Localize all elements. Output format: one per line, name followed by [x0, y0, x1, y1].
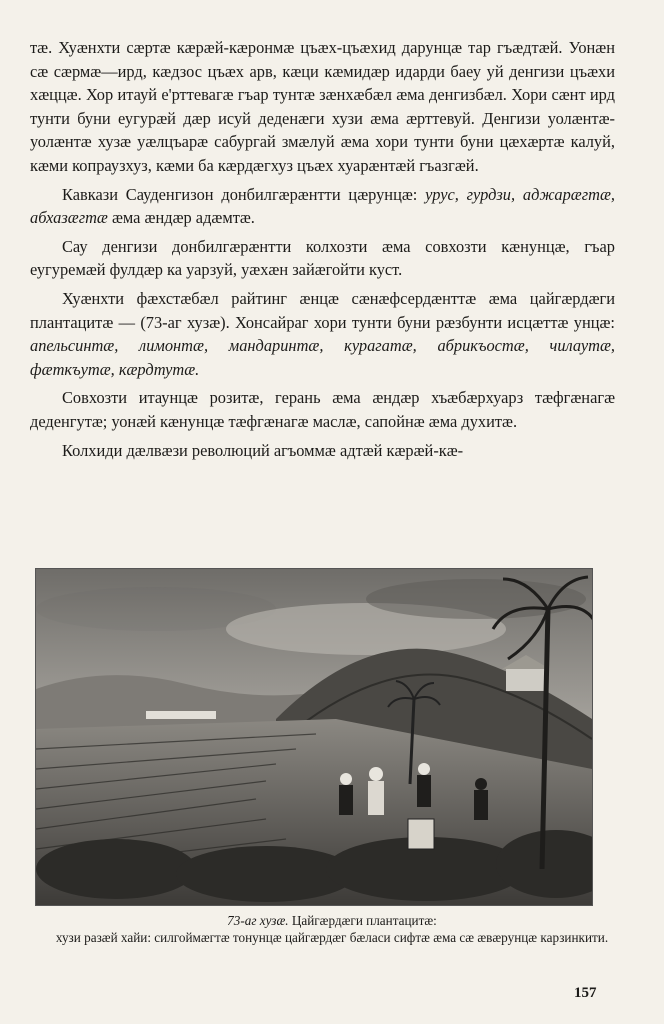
text-segment: Совхозти итаунцæ розитæ, герань æма æндæр хъæбæрхуарз тæфгæнагæ деденгутæ; уонæй кæнунцæ тæфгæнагæ маслæ, сапойнæ æма духитæ.: [30, 388, 615, 431]
tea-plantation-illustration: [35, 568, 593, 906]
caption-title-text: Цайгæрдæги плантацитæ:: [288, 913, 437, 928]
paragraph-3: [30, 235, 615, 282]
paragraph-5: [30, 386, 615, 433]
text-segment: Колхиди дæлвæзи революций агъоммæ адтæй кæрæй-кæ-: [62, 440, 464, 460]
text-segment: тæ. Хуæнхти сæртæ кæрæй-кæронмæ цъæх-цъæхид дарунцæ тар гъæдтæй. Уонæн сæ сæрмæ—ирд, кæдзос цъæх арв, кæци кæмидæр идарди баеу уй денгизи цъæхи хæццæ. Хор итауй е'рттевагæ гъар тунтæ зæнхæбæл æма денгизбæл. Хори сæнт ирд тунти буни еугурæй дæр исуй деденæги хузи æма æрттевуй. Денгизи уолæнтæ-уолæнтæ хузæ уæлцъарæ сабургай змæлуй æма хори тунти буни цæхæртæ калуй, кæми копраузхуз, кæми ба кæрдæгхуз цъæх хуарæнтæй гъазгæй.: [30, 38, 615, 175]
caption-title: [20, 912, 644, 929]
paragraph-1: [30, 36, 615, 178]
italic-segment: урус, гурдзи, аджарæгтæ, абхазæгтæ: [30, 184, 615, 228]
body-text: [30, 36, 615, 467]
paragraph-2: [30, 183, 615, 230]
caption-figure-number: 73-аг хузæ.: [227, 913, 289, 928]
italic-segment: апельсинтæ, лимонтæ, мандаринтæ, курагатæ, абрикъостæ, чилаутæ, фæткъутæ, кæрдтутæ.: [30, 336, 615, 379]
text-segment: Сау денгизи донбилгæрæнтти колхозти æма совхозти кæнунцæ, гъар еугуремæй фулдæр ка уарзуй, уæхæн зайæгойти куст.: [30, 236, 615, 280]
text-segment: æма æндæр адæмтæ.: [107, 208, 255, 228]
illustration-drawing: [36, 569, 592, 905]
paragraph-6: [30, 439, 615, 463]
text-segment: Хуæнхти фæхстæбæл райтинг æнцæ сæнæфсердæнттæ æма цайгæрдæги плантацитæ — (73-аг хузæ). Хонсайраг хори тунти буни рæзбунти исцæттæ унцæ:: [30, 288, 615, 332]
text-segment: Кавкази Сауденгизон донбилгæрæнтти цæрунцæ:: [62, 184, 426, 204]
page-number: 157: [574, 985, 597, 1001]
figure-caption: [20, 912, 644, 946]
paragraph-4: [30, 287, 615, 381]
caption-description: хузи разæй хайи: силгоймæгтæ тонунцæ цайгæрдæг бæласи сифтæ æма сæ æвæрунцæ карзинкити.: [55, 930, 609, 945]
